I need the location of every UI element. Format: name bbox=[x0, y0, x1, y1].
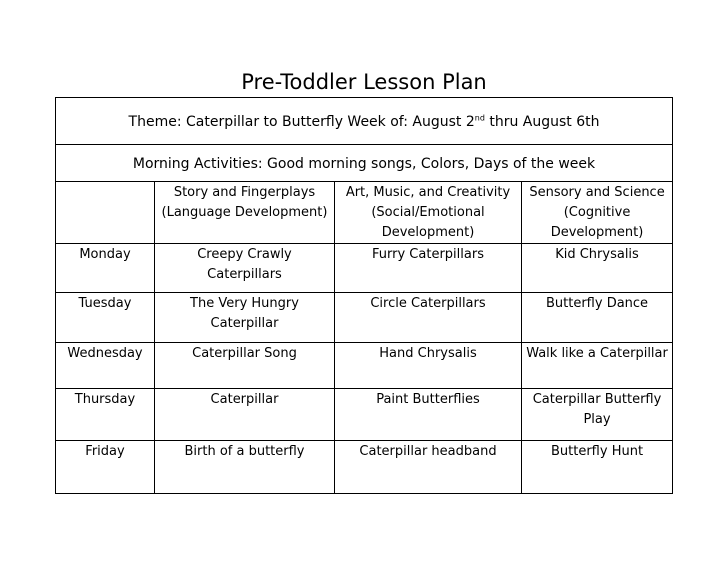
sensory-cell: Walk like a Caterpillar bbox=[522, 343, 673, 389]
header-story-line2: (Language Development) bbox=[161, 205, 328, 220]
sensory-cell: Butterfly Dance bbox=[522, 293, 673, 343]
art-cell: Paint Butterflies bbox=[335, 389, 522, 441]
morning-row bbox=[56, 145, 673, 182]
story-cell: The Very Hungry Caterpillar bbox=[155, 293, 335, 343]
day-cell: Thursday bbox=[56, 389, 155, 441]
art-cell: Furry Caterpillars bbox=[335, 244, 522, 293]
lesson-plan-table bbox=[55, 97, 673, 494]
header-art-line2: (Social/Emotional Development) bbox=[371, 205, 485, 240]
art-cell: Caterpillar headband bbox=[335, 441, 522, 494]
header-sensory-line2: (Cognitive Development) bbox=[550, 205, 644, 240]
header-day-cell bbox=[56, 182, 155, 244]
theme-superscript: nd bbox=[474, 112, 485, 122]
theme-row bbox=[56, 98, 673, 145]
art-cell: Hand Chrysalis bbox=[335, 343, 522, 389]
header-story-cell bbox=[155, 182, 335, 244]
sensory-cell: Kid Chrysalis bbox=[522, 244, 673, 293]
theme-text-after: thru August 6th bbox=[484, 113, 600, 130]
sensory-cell: Caterpillar Butterfly Play bbox=[522, 389, 673, 441]
story-cell: Caterpillar bbox=[155, 389, 335, 441]
day-cell: Friday bbox=[56, 441, 155, 494]
morning-cell: Morning Activities: Good morning songs, Colors, Days of the week bbox=[56, 145, 673, 182]
header-sensory-cell bbox=[522, 182, 673, 244]
day-cell: Tuesday bbox=[56, 293, 155, 343]
header-story-line1: Story and Fingerplays bbox=[173, 185, 316, 200]
page-title: Pre-Toddler Lesson Plan bbox=[241, 70, 487, 94]
day-cell: Wednesday bbox=[56, 343, 155, 389]
table-row bbox=[56, 293, 673, 343]
day-cell: Monday bbox=[56, 244, 155, 293]
header-sensory-line1: Sensory and Science bbox=[529, 185, 665, 200]
table-row bbox=[56, 244, 673, 293]
table-row bbox=[56, 389, 673, 441]
header-art-line1: Art, Music, and Creativity bbox=[345, 185, 511, 200]
story-cell: Creepy Crawly Caterpillars bbox=[155, 244, 335, 293]
theme-cell bbox=[56, 98, 673, 145]
theme-text: Theme: Caterpillar to Butterfly Week of: August 2 bbox=[128, 113, 475, 130]
sensory-cell: Butterfly Hunt bbox=[522, 441, 673, 494]
story-cell: Caterpillar Song bbox=[155, 343, 335, 389]
table-row bbox=[56, 343, 673, 389]
art-cell: Circle Caterpillars bbox=[335, 293, 522, 343]
header-row bbox=[56, 182, 673, 244]
story-cell: Birth of a butterfly bbox=[155, 441, 335, 494]
header-art-cell bbox=[335, 182, 522, 244]
table-row bbox=[56, 441, 673, 494]
